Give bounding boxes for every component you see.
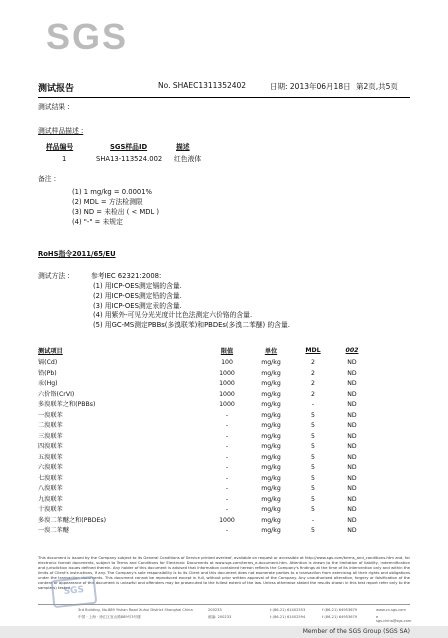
table-cell: mg/kg bbox=[261, 432, 281, 440]
note-item: (1) 1 mg/kg = 0.0001% bbox=[72, 188, 153, 196]
table-cell: mg/kg bbox=[261, 390, 281, 398]
table-cell: 多溴二苯醚之和(PBDEs) bbox=[38, 516, 107, 524]
method-item: (4) 用紫外-可见分光光度计比色法测定六价铬的含量. bbox=[93, 311, 253, 320]
table-cell: - bbox=[225, 495, 229, 503]
table-cell: ND bbox=[347, 380, 357, 387]
table-cell: - bbox=[225, 485, 229, 492]
table-cell: mg/kg bbox=[261, 369, 281, 377]
table-row bbox=[38, 505, 374, 516]
table-cell: 5 bbox=[311, 485, 315, 492]
sample-header-id: 样品编号 bbox=[46, 143, 74, 151]
sample-sgs-id: SHA13-113524.002 bbox=[96, 155, 163, 163]
table-cell: ND bbox=[347, 432, 357, 440]
table-cell: - bbox=[225, 506, 229, 513]
table-cell: ND bbox=[347, 390, 357, 398]
website: www.cn.sgs.com bbox=[376, 608, 406, 612]
table-cell: ND bbox=[347, 369, 357, 377]
table-cell: - bbox=[225, 422, 229, 429]
table-row bbox=[38, 526, 374, 537]
table-cell: mg/kg bbox=[261, 464, 281, 471]
table-row bbox=[38, 453, 374, 464]
tel-en: t (86-21) 61402553 bbox=[270, 608, 306, 612]
table-cell: 多溴联苯之和(PBBs) bbox=[38, 401, 96, 408]
table-cell: 5 bbox=[311, 453, 315, 461]
table-row bbox=[38, 432, 374, 443]
email: e sgs.china@sgs.com bbox=[376, 615, 412, 623]
table-cell: mg/kg bbox=[261, 474, 281, 482]
report-number: No. SHAEC1311352402 bbox=[158, 81, 247, 90]
table-cell: mg/kg bbox=[261, 516, 281, 524]
terms-fine-print: This document is issued by the Company subject to its General Conditions of Service printed overleaf, available on request or accessible at http://www.sgs.com/terms_and_conditions.htm and, for electronic format documents, subject to Terms and Conditions for Electronic Documents at www.sgs.com/terms_e-document.htm. Attention is drawn to the limitation of liability, indemnification and jurisdiction issues defined therein. Any holder of this document is advised that information contained hereon reflects the Company's findings at the time of its intervention only and within the limits of Client's instructions, if any. The Company's sole responsibility is to its Client and this document does not exonerate parties to a transaction from exercising all their rights and obligations under the transaction documents. This document cannot be reproduced except in full, without prior written approval of the Company. Any unauthorized alteration, forgery or falsification of the content or appearance of this document is unlawful and offenders may be prosecuted to the fullest extent of the law. Unless otherwise stated the results shown in this test report refer only to the sample(s) tested. bbox=[38, 555, 410, 590]
table-cell: ND bbox=[347, 453, 357, 461]
member-text: Member of the SGS Group (SGS SA) bbox=[302, 628, 410, 635]
table-cell: 二溴联苯 bbox=[38, 422, 63, 429]
address-cn: 中国 · 上海 · 徐汇区宜山路889号3号楼 bbox=[78, 615, 141, 619]
table-cell: 5 bbox=[311, 506, 315, 513]
table-cell: - bbox=[311, 516, 315, 524]
sample-header-sgs-id: SGS样品ID bbox=[110, 143, 148, 151]
table-cell: - bbox=[225, 411, 229, 419]
table-cell: mg/kg bbox=[261, 411, 281, 419]
results-body bbox=[38, 358, 374, 537]
sgs-stamp: SGS bbox=[51, 576, 98, 608]
table-cell: 一溴二苯醚 bbox=[38, 527, 69, 534]
logo-text: SGS bbox=[46, 16, 129, 57]
zip-cn: 邮编: 200233 bbox=[208, 615, 232, 619]
table-cell: - bbox=[225, 527, 229, 534]
header-divider bbox=[38, 97, 410, 98]
table-cell: - bbox=[225, 453, 229, 461]
table-cell: - bbox=[225, 474, 229, 482]
zip-en: 200233 bbox=[208, 608, 222, 612]
table-cell: mg/kg bbox=[261, 527, 281, 534]
table-cell: - bbox=[225, 464, 229, 471]
table-cell: 100 bbox=[221, 359, 233, 366]
table-cell: 2 bbox=[311, 369, 315, 377]
table-cell: 五溴联苯 bbox=[38, 453, 63, 461]
table-row bbox=[38, 379, 374, 390]
table-cell: 汞(Hg) bbox=[38, 380, 58, 387]
method-item: (5) 用GC-MS测定PBBs(多溴联苯)和PBDEs(多溴二苯醚) 的含量. bbox=[93, 321, 290, 330]
table-cell: 1000 bbox=[219, 516, 235, 524]
results-header-row bbox=[38, 345, 374, 358]
methods-label: 测试方法 : bbox=[38, 272, 70, 280]
col-sample-002: 002 bbox=[345, 346, 359, 354]
table-cell: ND bbox=[347, 516, 357, 524]
table-row bbox=[38, 369, 374, 380]
table-cell: mg/kg bbox=[261, 359, 281, 366]
col-test-item: 测试项目 bbox=[38, 347, 63, 355]
table-row bbox=[38, 495, 374, 506]
sample-header-desc: 描述 bbox=[176, 143, 190, 151]
table-cell: 六价铬(CrVI) bbox=[38, 390, 75, 398]
table-cell: - bbox=[225, 443, 229, 450]
address-en: 3rd Building, No.889 Yishan Road Xuhui District Shanghai China bbox=[78, 608, 193, 612]
table-row bbox=[38, 463, 374, 474]
table-cell: mg/kg bbox=[261, 495, 281, 503]
table-cell: 1000 bbox=[219, 380, 235, 387]
methods-list bbox=[93, 282, 290, 331]
notes-list bbox=[72, 187, 159, 227]
table-row bbox=[38, 484, 374, 495]
table-cell: 5 bbox=[311, 432, 315, 440]
table-cell: mg/kg bbox=[261, 401, 281, 408]
col-mdl: MDL bbox=[305, 346, 321, 354]
table-cell: 1000 bbox=[219, 401, 235, 408]
note-item: (2) MDL = 方法检测限 bbox=[72, 198, 143, 206]
table-cell: mg/kg bbox=[261, 422, 281, 429]
table-cell: ND bbox=[347, 495, 357, 503]
note-item: (3) ND = 未检出 ( < MDL ) bbox=[72, 208, 160, 216]
table-row bbox=[38, 421, 374, 432]
notes-label: 备注 : bbox=[38, 175, 57, 183]
table-cell: 5 bbox=[311, 495, 315, 503]
table-row bbox=[38, 411, 374, 422]
table-cell: 三溴联苯 bbox=[38, 432, 63, 440]
fax-cn: f (86-21) 64953679 bbox=[322, 615, 358, 619]
col-limit: 限值 bbox=[220, 347, 234, 355]
method-item: (1) 用ICP-OES测定镉的含量. bbox=[93, 282, 182, 290]
table-row bbox=[38, 390, 374, 401]
table-cell: - bbox=[311, 401, 315, 408]
table-cell: ND bbox=[347, 359, 357, 366]
note-item: (4) "-" = 未规定 bbox=[72, 218, 123, 226]
table-cell: 2 bbox=[311, 359, 315, 366]
table-cell: 九溴联苯 bbox=[38, 495, 63, 503]
fax-en: f (86-21) 64953679 bbox=[322, 608, 358, 612]
report-date: 日期: 2013年06月18日 bbox=[270, 82, 351, 91]
table-cell: 十溴联苯 bbox=[38, 506, 63, 513]
tel-cn: t (86-21) 61402594 bbox=[270, 615, 306, 619]
table-cell: ND bbox=[347, 506, 357, 513]
table-row bbox=[38, 400, 374, 411]
address-bar bbox=[38, 604, 410, 625]
sample-id: 1 bbox=[62, 155, 67, 163]
table-cell: 2 bbox=[311, 380, 315, 387]
page-indicator: 第2页,共5页 bbox=[356, 82, 398, 91]
table-cell: mg/kg bbox=[261, 453, 281, 461]
table-row bbox=[38, 358, 374, 369]
table-cell: 七溴联苯 bbox=[38, 474, 63, 482]
table-cell: 5 bbox=[311, 443, 315, 450]
table-cell: 2 bbox=[311, 390, 315, 398]
table-cell: ND bbox=[347, 422, 357, 429]
results-label: 测试结果 : bbox=[38, 103, 70, 111]
footer-bar bbox=[0, 626, 448, 638]
table-cell: 八溴联苯 bbox=[38, 485, 63, 492]
table-cell: 铅(Pb) bbox=[38, 369, 57, 377]
table-cell: 5 bbox=[311, 411, 315, 419]
results-table bbox=[38, 345, 374, 537]
sample-description: 红色液体 bbox=[174, 155, 202, 163]
report-title: 测试报告 bbox=[38, 84, 75, 94]
table-cell: 5 bbox=[311, 474, 315, 482]
table-cell: ND bbox=[347, 411, 357, 419]
table-cell: 镉(Cd) bbox=[38, 359, 58, 366]
method-item: (2) 用ICP-OES测定铅的含量. bbox=[93, 291, 182, 300]
rohs-heading: RoHS指令2011/65/EU bbox=[38, 250, 116, 258]
sgs-logo bbox=[46, 16, 134, 58]
table-cell: 5 bbox=[311, 422, 315, 429]
table-cell: 1000 bbox=[219, 390, 235, 398]
table-row bbox=[38, 442, 374, 453]
table-cell: 六溴联苯 bbox=[38, 464, 63, 471]
table-cell: ND bbox=[347, 527, 357, 534]
table-cell: ND bbox=[347, 485, 357, 492]
table-cell: ND bbox=[347, 474, 357, 482]
table-cell: 1000 bbox=[219, 369, 235, 377]
table-row bbox=[38, 516, 374, 527]
table-cell: 一溴联苯 bbox=[38, 411, 63, 419]
table-cell: mg/kg bbox=[261, 485, 281, 492]
table-cell: 5 bbox=[311, 527, 315, 534]
col-unit: 单位 bbox=[264, 347, 278, 355]
sample-description-label: 测试样品描述 : bbox=[38, 127, 84, 135]
table-cell: mg/kg bbox=[261, 506, 281, 513]
table-cell: 四溴联苯 bbox=[38, 443, 63, 450]
table-cell: ND bbox=[347, 401, 357, 408]
table-cell: ND bbox=[347, 443, 357, 450]
table-cell: mg/kg bbox=[261, 380, 281, 387]
table-cell: ND bbox=[347, 464, 357, 471]
table-cell: mg/kg bbox=[261, 443, 281, 450]
methods-reference: 参考IEC 62321:2008: bbox=[91, 272, 162, 280]
table-cell: 5 bbox=[311, 464, 315, 471]
method-item: (3) 用ICP-OES测定汞的含量. bbox=[93, 301, 182, 310]
table-cell: - bbox=[225, 432, 229, 440]
table-row bbox=[38, 474, 374, 485]
